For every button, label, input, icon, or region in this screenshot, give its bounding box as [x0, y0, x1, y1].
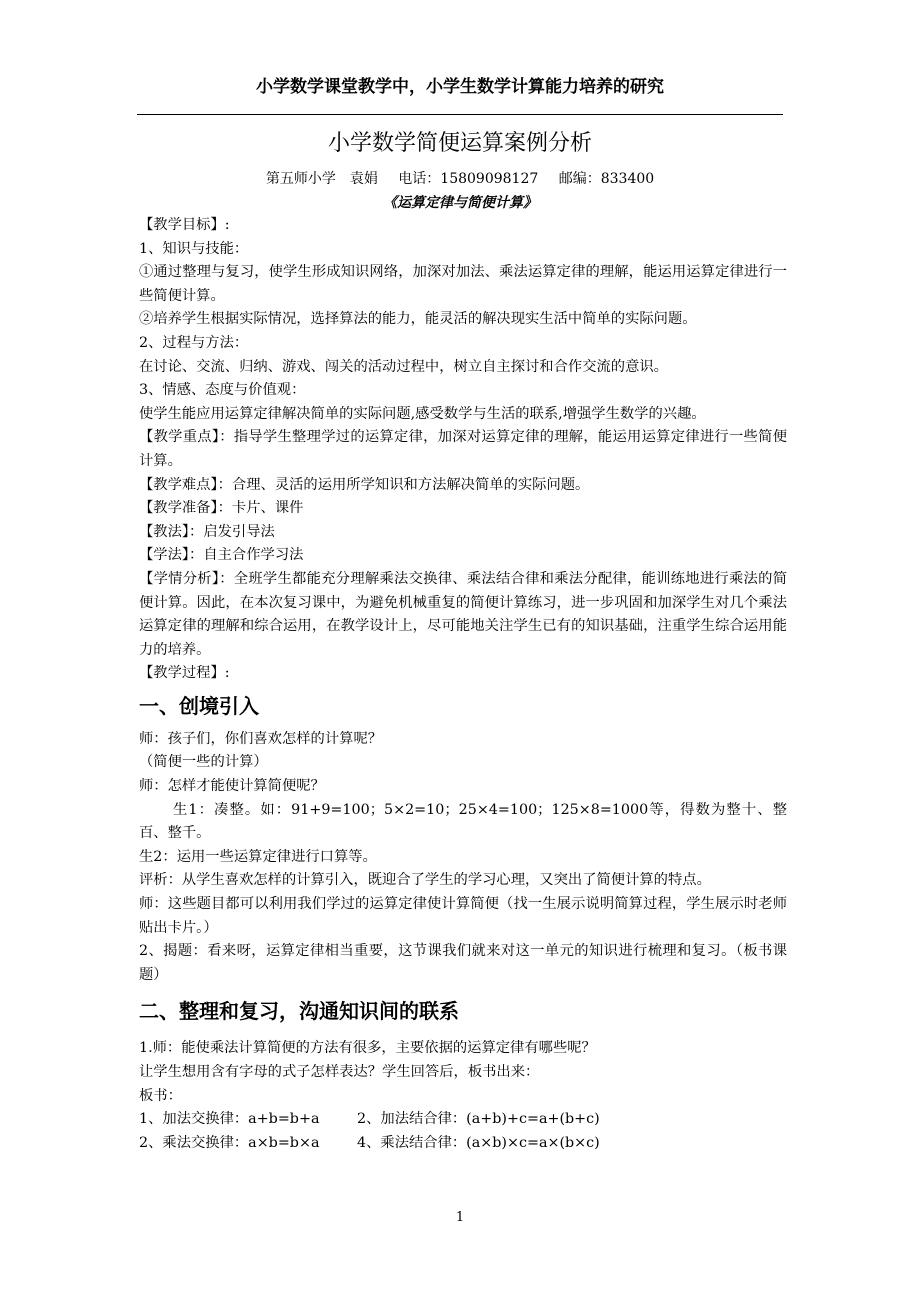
paragraph: ②培养学生根据实际情况，选择算法的能力，能灵活的解决现实生活中简单的实际问题。: [139, 311, 697, 328]
document-title: 小学数学简便运算案例分析: [327, 131, 592, 156]
law-item: 1、加法交换律：a+b=b+a: [139, 1111, 320, 1128]
paragraph: 师：孩子们，你们喜欢怎样的计算呢？: [139, 730, 383, 747]
paragraph: 生1：凑整。如：91+9=100；5×2=10；25×4=100；125×8=1000等，得数为整十、整百、整千。: [139, 801, 787, 842]
paragraph: 1、知识与技能：: [139, 240, 249, 257]
paragraph: 3、情感、态度与价值观：: [139, 382, 306, 399]
law-row: [139, 1132, 787, 1156]
author-postcode: 邮编：833400: [558, 171, 655, 187]
law-row: [139, 1108, 787, 1132]
paragraph: （简便一些的计算）: [139, 754, 268, 771]
paragraph: 2、揭题：看来呀，运算定律相当重要，这节课我们就来对这一单元的知识进行梳理和复习。（板书课题）: [139, 943, 787, 983]
paragraph: 师：怎样才能使计算简便呢？: [139, 778, 325, 795]
paragraph: 2、过程与方法：: [139, 334, 249, 351]
paragraph: 【教学过程】:: [139, 665, 230, 682]
paragraph: 使学生能应用运算定律解决简单的实际问题,感受数学与生活的联系,增强学生数学的兴趣。: [139, 405, 706, 422]
paragraph: 让学生想用含有字母的式子怎样表达？学生回答后，板书出来：: [139, 1064, 540, 1080]
paragraph: 师：这些题目都可以利用我们学过的运算定律使计算简便（找一生展示说明简算过程，学生展示时老师贴出卡片。）: [139, 896, 787, 936]
paragraph: 【教法】：启发引导法: [139, 523, 275, 540]
paragraph: 板书：: [139, 1087, 182, 1104]
paragraph: 【教学准备】：卡片、课件: [139, 500, 304, 517]
paragraph: 评析：从学生喜欢怎样的计算引入，既迎合了学生的学习心理，又突出了简便计算的特点。: [139, 872, 711, 889]
paragraph: ①通过整理与复习，使学生形成知识网络，加深对加法、乘法运算定律的理解，能运用运算定律进行一些简便计算。: [139, 264, 787, 304]
law-item: 4、乘法结合律：(a×b)×c=a×(b×c): [357, 1134, 600, 1151]
page-number: 1: [455, 1210, 465, 1225]
law-item: 2、加法结合律：(a+b)+c=a+(b+c): [357, 1111, 600, 1128]
page-header: 小学数学课堂教学中，小学生数学计算能力培养的研究: [256, 77, 664, 97]
header-rule: [137, 114, 783, 115]
paragraph: 1.师：能使乘法计算简便的方法有很多，主要依据的运算定律有哪些呢？: [139, 1040, 596, 1057]
law-item: 2、乘法交换律：a×b=b×a: [139, 1134, 320, 1151]
document-subtitle: 《运算定律与简便计算》: [383, 195, 537, 211]
paragraph: 【学情分析】：全班学生都能充分理解乘法交换律、乘法结合律和乘法分配律，能训练地进行乘法的简便计算。因此，在本次复习课中，为避免机械重复的简便计算练习，进一步巩固和加深学生对几个乘法运算定律的理解和综合运用，在教学设计上，尽可能地关注学生已有的知识基础，注重学生综合运用能力的培养。: [139, 570, 787, 658]
paragraph: 生2：运用一些运算定律进行口算等。: [139, 848, 377, 865]
paragraph: 【学法】：自主合作学习法: [139, 547, 304, 564]
author-line: [0, 168, 920, 188]
paragraph: 【教学重点】：指导学生整理学过的运算定律，加深对运算定律的理解，能运用运算定律进行一些简便计算。: [139, 429, 787, 469]
paragraph: 【教学目标】:: [139, 217, 230, 233]
paragraph: 在讨论、交流、归纳、游戏、闯关的活动过程中，树立自主探讨和合作交流的意识。: [139, 358, 668, 375]
section-heading: 一、创境引入: [139, 693, 259, 718]
document-body: [139, 214, 787, 1155]
section-heading: 二、整理和复习，沟通知识间的联系: [139, 999, 459, 1024]
paragraph: 【教学难点】：合理、灵活的运用所学知识和方法解决简单的实际问题。: [139, 476, 590, 493]
author-school-name: 第五师小学 袁娟: [265, 171, 378, 187]
author-phone: 电话：15809098127: [398, 171, 539, 187]
